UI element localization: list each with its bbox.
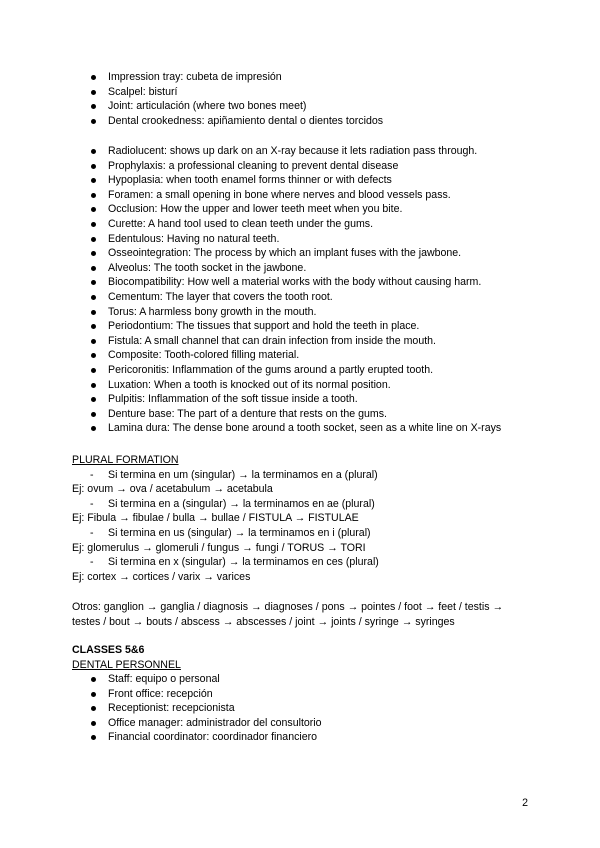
list-item: Curette: A hand tool used to clean teeth under the gums. (90, 217, 550, 232)
classes-section (72, 643, 542, 672)
plural-rule: - Si termina en x (singular) → la terminamos en ces (plural) (90, 556, 379, 569)
dental-personnel-list (90, 672, 550, 745)
list-item: Financial coordinator: coordinador financiero (90, 730, 550, 745)
list-item: Biocompatibility: How well a material works with the body without causing harm. (90, 275, 550, 290)
plural-rule: - Si termina en us (singular) → la terminamos en i (plural) (90, 526, 371, 539)
plural-example: Ej: Fibula → fibulae / bulla → bullae / FISTULA → FISTULAE (72, 512, 359, 525)
page-number: 2 (522, 797, 528, 809)
plural-formation-section (72, 453, 542, 584)
list-item: Staff: equipo o personal (90, 672, 550, 687)
list-item: Cementum: The layer that covers the tooth root. (90, 290, 550, 305)
list-item: Front office: recepción (90, 687, 550, 702)
dash-marker: - (90, 468, 94, 481)
list-item: Dental crookedness: apiñamiento dental o dientes torcidos (90, 114, 550, 129)
list-item: Radiolucent: shows up dark on an X-ray because it lets radiation pass through. (90, 144, 550, 159)
list-item: Prophylaxis: a professional cleaning to prevent dental disease (90, 159, 550, 174)
dash-marker: - (90, 526, 94, 539)
plural-rule: - Si termina en a (singular) → la terminamos en ae (plural) (90, 497, 375, 510)
list-item: Composite: Tooth-colored filling material. (90, 348, 550, 363)
list-item: Hypoplasia: when tooth enamel forms thinner or with defects (90, 173, 550, 188)
dash-marker: - (90, 556, 94, 569)
list-item: Osseointegration: The process by which an implant fuses with the jawbone. (90, 246, 550, 261)
list-item: Pericoronitis: Inflammation of the gums around a partly erupted tooth. (90, 363, 550, 378)
other-plurals-line: testes / bout → bouts / abscess → abscesses / joint → joints / syringe → syringes (72, 616, 455, 628)
plural-example: Ej: cortex → cortices / varix → varices (72, 570, 251, 583)
vocabulary-list-a (90, 70, 550, 128)
list-item: Scalpel: bisturí (90, 85, 550, 100)
plural-example: Ej: glomerulus → glomeruli / fungus → fungi / TORUS → TORI (72, 541, 366, 554)
other-plurals-paragraph (72, 600, 532, 630)
list-item: Foramen: a small opening in bone where nerves and blood vessels pass. (90, 188, 550, 203)
list-item: Joint: articulación (where two bones meet) (90, 99, 550, 114)
plural-rule: - Si termina en um (singular) → la terminamos en a (plural) (90, 468, 378, 481)
list-item: Torus: A harmless bony growth in the mouth. (90, 305, 550, 320)
list-item: Alveolus: The tooth socket in the jawbone. (90, 261, 550, 276)
dental-personnel-heading: DENTAL PERSONNEL (72, 658, 181, 671)
list-item: Pulpitis: Inflammation of the soft tissue inside a tooth. (90, 392, 550, 407)
plural-example: Ej: ovum → ova / acetabulum → acetabula (72, 483, 273, 496)
list-item: Denture base: The part of a denture that rests on the gums. (90, 407, 550, 422)
list-item: Periodontium: The tissues that support and hold the teeth in place. (90, 319, 550, 334)
other-plurals-line: Otros: ganglion → ganglia / diagnosis → diagnoses / pons → pointes / foot → feet / testis → (72, 601, 504, 613)
list-item: Lamina dura: The dense bone around a tooth socket, seen as a white line on X-rays (90, 421, 550, 436)
list-item: Edentulous: Having no natural teeth. (90, 232, 550, 247)
list-item: Impression tray: cubeta de impresión (90, 70, 550, 85)
vocabulary-list-b (90, 144, 550, 436)
list-item: Receptionist: recepcionista (90, 701, 550, 716)
classes-heading: CLASSES 5&6 (72, 644, 145, 656)
list-item: Luxation: When a tooth is knocked out of its normal position. (90, 378, 550, 393)
list-item: Fistula: A small channel that can drain infection from inside the mouth. (90, 334, 550, 349)
list-item: Office manager: administrador del consultorio (90, 716, 550, 731)
list-item: Occlusion: How the upper and lower teeth meet when you bite. (90, 202, 550, 217)
plural-formation-heading: PLURAL FORMATION (72, 454, 179, 466)
dash-marker: - (90, 497, 94, 510)
